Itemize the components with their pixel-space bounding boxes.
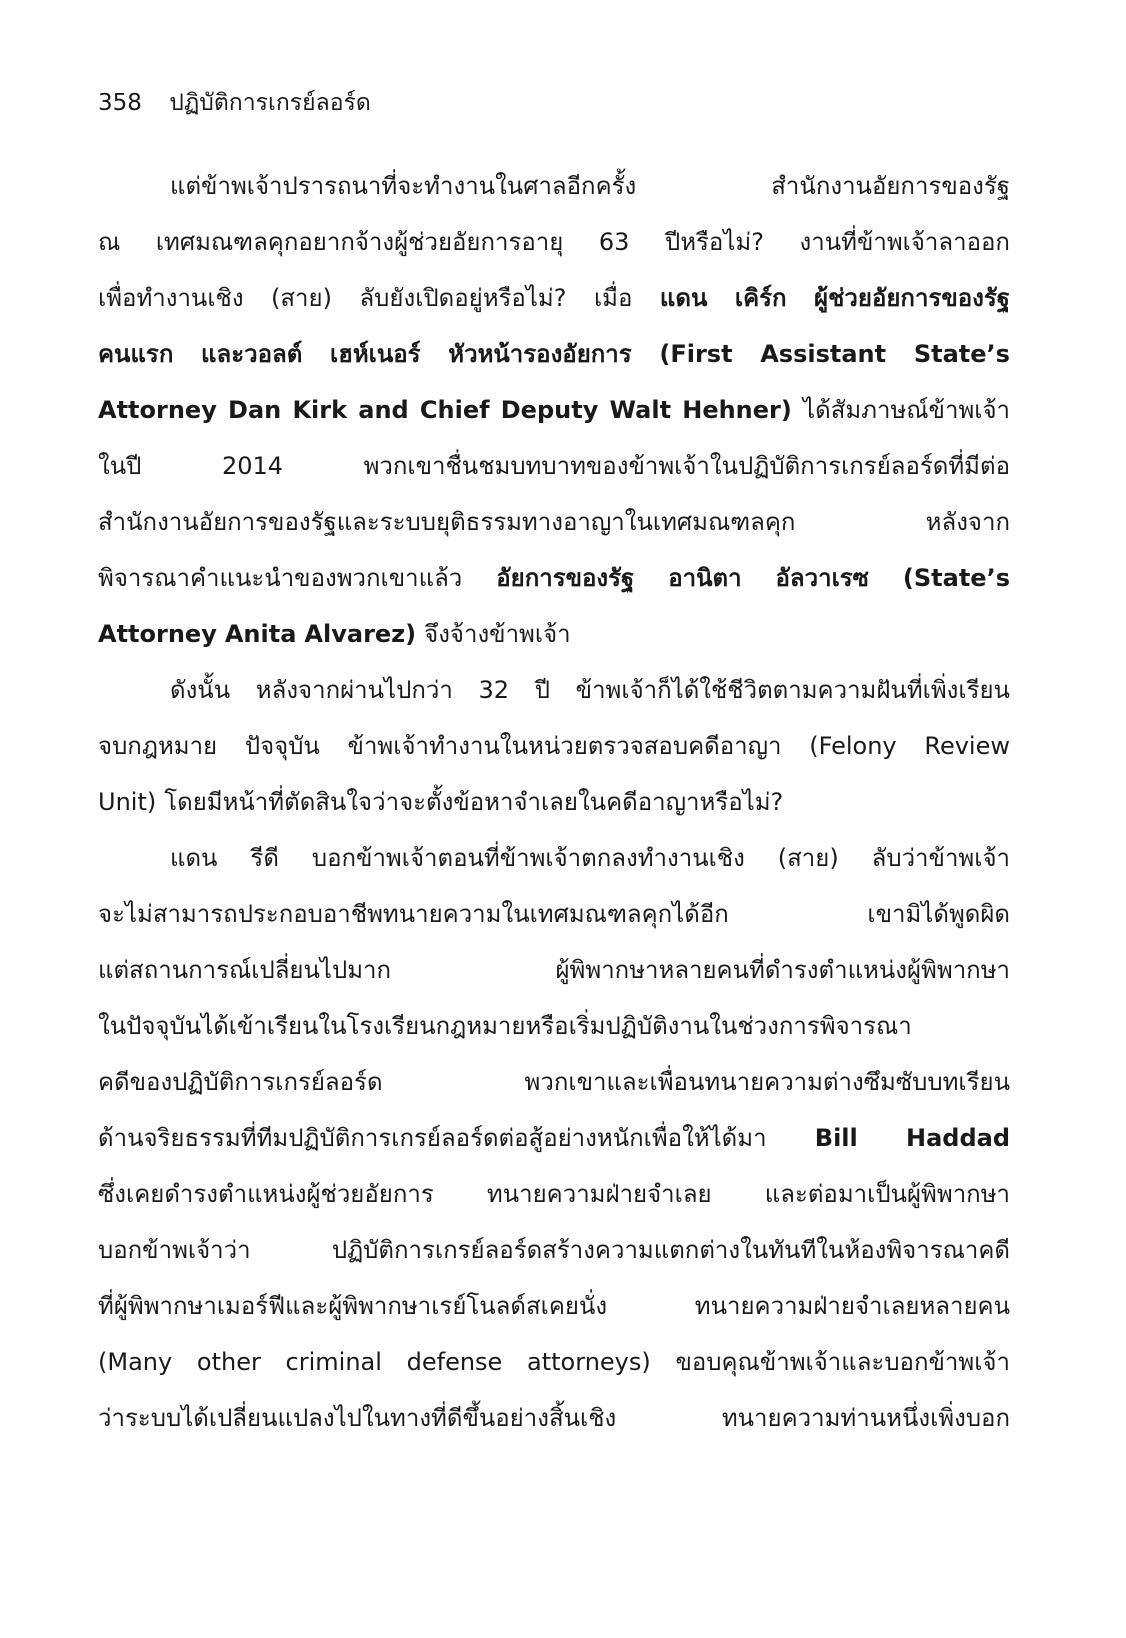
paragraph	[98, 158, 1010, 662]
word: ทนายความท่านหนึ่งเพิ่งบอก	[721, 1404, 1010, 1432]
text-line	[98, 830, 1010, 886]
word: State’s	[913, 340, 1010, 368]
text-line	[98, 1222, 1010, 1278]
word: (สาย)	[777, 844, 839, 872]
word: แต่สถานการณ์เปลี่ยนไปมาก	[98, 956, 392, 984]
word: อัลวาเรซ	[775, 564, 869, 592]
word: criminal	[285, 1348, 382, 1376]
word: ดังนั้น	[170, 676, 231, 704]
text-line	[98, 550, 1010, 606]
word: (Many	[98, 1348, 173, 1376]
word: Kirk	[292, 396, 348, 424]
word: เคิร์ก	[734, 284, 787, 312]
word: ซึ่งเคยดำรงตำแหน่งผู้ช่วยอัยการ	[98, 1180, 434, 1208]
word: ด้านจริยธรรมที่ทีมปฏิบัติการเกรย์ลอร์ดต่อสู้อย่างหนักเพื่อให้ได้มา	[98, 1124, 767, 1152]
word: ขอบคุณข้าพเจ้าและบอกข้าพเจ้า	[675, 1348, 1010, 1376]
word: บอกข้าพเจ้าตอนที่ข้าพเจ้าตกลงทำงานเชิง	[311, 844, 745, 872]
word: หลังจากผ่านไปกว่า	[255, 676, 453, 704]
text-line	[98, 662, 1010, 718]
word: รีดี	[250, 844, 279, 872]
text-line	[98, 270, 1010, 326]
text-line	[98, 1334, 1010, 1390]
page-number: 358	[98, 90, 142, 116]
text-line	[98, 998, 1010, 1054]
word: แดน	[659, 284, 708, 312]
word: Attorney	[98, 396, 217, 424]
word: Hehner)	[682, 396, 792, 424]
text-line	[98, 942, 1010, 998]
paragraph	[98, 662, 1010, 830]
word: Dan	[228, 396, 282, 424]
word: Bill	[814, 1124, 858, 1152]
word: งานที่ข้าพเจ้าลาออก	[799, 228, 1010, 256]
text-line	[98, 1054, 1010, 1110]
text-line	[98, 158, 1010, 214]
text-line	[98, 1166, 1010, 1222]
text-line	[98, 1390, 1010, 1446]
word: ลับยังเปิดอยู่หรือไม่?	[359, 284, 567, 312]
word: (Felony	[809, 732, 897, 760]
text-line	[98, 438, 1010, 494]
word: attorneys)	[527, 1348, 651, 1376]
word: ผู้พิพากษาหลายคนที่ดำรงตำแหน่งผู้พิพากษา	[555, 956, 1010, 984]
word: อัยการของรัฐ	[496, 564, 635, 592]
word: และวอลต์	[201, 340, 303, 368]
word: ในปัจจุบันได้เข้าเรียนในโรงเรียนกฎหมายหรือเริ่มปฏิบัติงานในช่วงการพิจารณา	[98, 1012, 912, 1040]
word: พวกเขาและเพื่อนทนายความต่างซึมซับบทเรียน	[524, 1068, 1010, 1096]
word: ลับว่าข้าพเจ้า	[871, 844, 1010, 872]
word: ว่าระบบได้เปลี่ยนแปลงไปในทางที่ดีขึ้นอย่างสิ้นเชิง	[98, 1404, 617, 1432]
word: (State’s	[902, 564, 1010, 592]
word: หัวหน้ารองอัยการ	[448, 340, 632, 368]
word: (สาย)	[271, 284, 332, 312]
word: ปี	[534, 676, 550, 704]
word: พิจารณาคำแนะนำของพวกเขาแล้ว	[98, 564, 463, 592]
word: ปัจจุบัน	[244, 732, 320, 760]
word: ผู้ช่วยอัยการของรัฐ	[814, 284, 1010, 312]
text-line	[98, 214, 1010, 270]
word: 63	[598, 228, 630, 256]
word: ปีหรือไม่?	[664, 228, 764, 256]
word: เฮห์เนอร์	[329, 340, 421, 368]
word: other	[196, 1348, 261, 1376]
running-head	[98, 88, 371, 118]
word: Deputy	[500, 396, 599, 424]
text-line	[98, 886, 1010, 942]
word: Unit)	[98, 788, 157, 816]
text-line	[98, 382, 1010, 438]
word: ปฏิบัติการเกรย์ลอร์ดสร้างความแตกต่างในทันทีในห้องพิจารณาคดี	[331, 1236, 1010, 1264]
word: สำนักงานอัยการของรัฐและระบบยุติธรรมทางอาญาในเทศมณฑลคุก	[98, 508, 796, 536]
word: Haddad	[905, 1124, 1010, 1152]
word: and	[358, 396, 409, 424]
word: เทศมณฑลคุกอยากจ้างผู้ช่วยอัยการอายุ	[155, 228, 564, 256]
text-line	[98, 1110, 1010, 1166]
word: สำนักงานอัยการของรัฐ	[771, 172, 1010, 200]
word: Attorney	[98, 620, 217, 648]
word: จึงจ้างข้าพเจ้า	[424, 620, 571, 648]
word: ในปี	[98, 452, 142, 480]
word: แต่ข้าพเจ้าปรารถนาที่จะทำงานในศาลอีกครั้ง	[170, 172, 637, 200]
text-line	[98, 494, 1010, 550]
word: defense	[406, 1348, 503, 1376]
word: อานิตา	[668, 564, 742, 592]
word: คดีของปฏิบัติการเกรย์ลอร์ด	[98, 1068, 383, 1096]
text-line	[98, 718, 1010, 774]
word: หลังจาก	[925, 508, 1010, 536]
text-line	[98, 1278, 1010, 1334]
word: เมื่อ	[593, 284, 633, 312]
body-text	[98, 158, 1010, 1446]
word: Chief	[419, 396, 490, 424]
word: โดยมีหน้าที่ตัดสินใจว่าจะตั้งข้อหาจำเลยในคดีอาญาหรือไม่?	[164, 788, 784, 816]
word: ข้าพเจ้าก็ได้ใช้ชีวิตตามความฝันที่เพิ่งเรียน	[575, 676, 1010, 704]
word: เพื่อทำงานเชิง	[98, 284, 244, 312]
word: ทนายความฝ่ายจำเลย	[486, 1180, 712, 1208]
word: Alvarez)	[304, 620, 417, 648]
word: ที่ผู้พิพากษาเมอร์ฟีและผู้พิพากษาเรย์โนลด์สเคยนั่ง	[98, 1292, 608, 1320]
word: เขามิได้พูดผิด	[867, 900, 1010, 928]
word: (First	[659, 340, 733, 368]
word: จะไม่สามารถประกอบอาชีพทนายความในเทศมณฑลคุกได้อีก	[98, 900, 729, 928]
word: จบกฎหมาย	[98, 732, 218, 760]
word: แดน	[170, 844, 218, 872]
word: และต่อมาเป็นผู้พิพากษา	[764, 1180, 1010, 1208]
word: ข้าพเจ้าทำงานในหน่วยตรวจสอบคดีอาญา	[347, 732, 782, 760]
text-line	[98, 606, 1010, 662]
word: ทนายความฝ่ายจำเลยหลายคน	[694, 1292, 1010, 1320]
book-title: ปฏิบัติการเกรย์ลอร์ด	[169, 90, 371, 116]
word: Walt	[609, 396, 672, 424]
word: พวกเขาชื่นชมบทบาทของข้าพเจ้าในปฏิบัติการเกรย์ลอร์ดที่มีต่อ	[363, 452, 1010, 480]
word: Review	[924, 732, 1010, 760]
word: 2014	[221, 452, 284, 480]
word: 32	[478, 676, 510, 704]
word: คนแรก	[98, 340, 174, 368]
word: Assistant	[760, 340, 887, 368]
word: ได้สัมภาษณ์ข้าพเจ้า	[803, 396, 1010, 424]
word: Anita	[224, 620, 297, 648]
text-line	[98, 326, 1010, 382]
paragraph	[98, 830, 1010, 1446]
word: ณ	[98, 228, 121, 256]
text-line	[98, 774, 1010, 830]
word: บอกข้าพเจ้าว่า	[98, 1236, 251, 1264]
